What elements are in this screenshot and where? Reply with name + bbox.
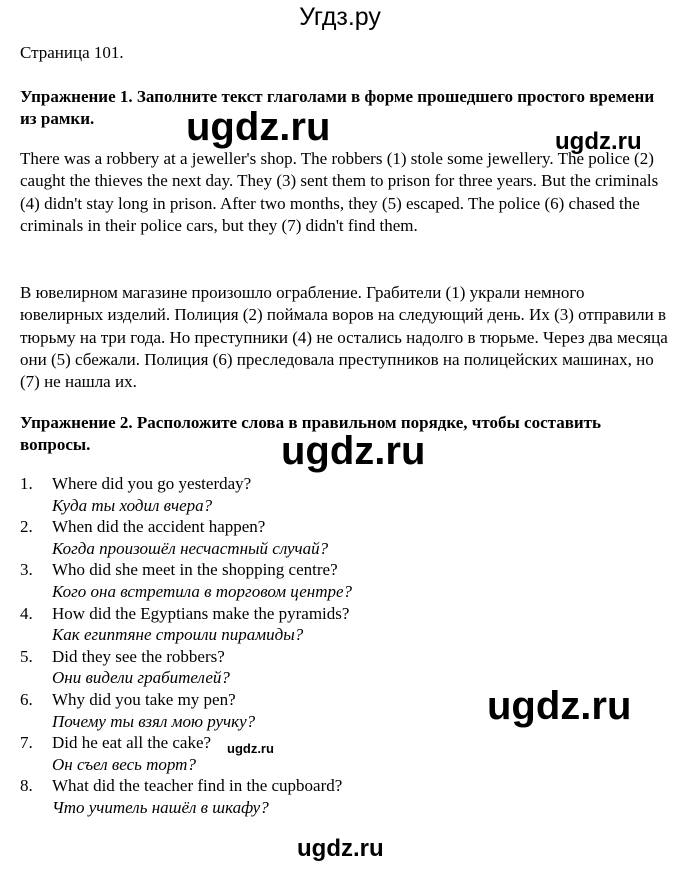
watermark: ugdz.ru — [227, 741, 274, 756]
item-english: What did the teacher find in the cupboard? — [52, 776, 343, 796]
item-number: 3. — [20, 560, 33, 580]
item-english: Why did you take my pen? — [52, 689, 236, 709]
item-russian: Кого она встретила в торговом центре? — [52, 581, 353, 601]
exercise-1-english-text: There was a robbery at a jeweller's shop. The robbers (1) stole some jewellery. The police (2) caught the thieves the next day. They (3) sent them to prison for three years. But the criminals (4) didn't stay long in prison. After two months, they (5) escaped. The police (6) chased the criminals in their police cars, but they (7) didn't find them. — [20, 149, 659, 235]
item-english: Did he eat all the cake? — [52, 733, 212, 753]
item-english: How did the Egyptians make the pyramids? — [52, 603, 350, 623]
item-russian: Почему ты взял мою ручку? — [52, 711, 256, 731]
list-item — [20, 473, 670, 516]
item-number: 4. — [20, 603, 33, 623]
list-item — [20, 775, 670, 818]
exercise-2-heading: Упражнение 2. Расположите слова в правильном порядке, чтобы составить вопросы. — [20, 413, 602, 454]
item-russian: Он съел весь торт? — [52, 754, 196, 774]
watermark: ugdz.ru — [555, 128, 642, 155]
page-label: Страница 101. — [20, 43, 124, 62]
list-item — [20, 559, 670, 602]
watermark: ugdz.ru — [281, 429, 426, 473]
item-number: 6. — [20, 689, 33, 709]
list-item — [20, 603, 670, 646]
list-item — [20, 516, 670, 559]
item-russian: Они видели грабителей? — [52, 668, 230, 688]
item-number: 1. — [20, 474, 33, 493]
item-english: Where did you go yesterday? — [52, 474, 252, 493]
item-russian: Когда произошёл несчастный случай? — [52, 538, 329, 558]
watermark: ugdz.ru — [487, 684, 632, 728]
item-english: Who did she meet in the shopping centre? — [52, 560, 338, 580]
item-number: 7. — [20, 733, 33, 753]
watermark: ugdz.ru — [186, 105, 331, 149]
item-english: When did the accident happen? — [52, 517, 266, 537]
watermark: ugdz.ru — [297, 835, 384, 862]
item-russian: Что учитель нашёл в шкафу? — [52, 797, 269, 817]
exercise-1-heading: Упражнение 1. Заполните текст глаголами в форме прошедшего простого времени из рамки. — [20, 87, 655, 128]
item-number: 2. — [20, 517, 33, 537]
item-english: Did they see the robbers? — [52, 646, 225, 666]
item-number: 5. — [20, 646, 33, 666]
site-header: Угдз.ру — [299, 3, 381, 31]
exercise-1-russian-text: В ювелирном магазине произошло ограбление. Грабители (1) украли немного ювелирных изделий. Полиция (2) поймала воров на следующий день. Их (3) отправили в тюрьму на три года. Но преступники (4) не остались надолго в тюрьме. Через два месяца они (5) сбежали. Полиция (6) преследовала преступников на полицейских машинах, но (7) не нашла их. — [20, 283, 668, 392]
list-item — [20, 732, 670, 775]
item-number: 8. — [20, 776, 33, 796]
item-russian: Как египтяне строили пирамиды? — [52, 625, 304, 645]
item-russian: Куда ты ходил вчера? — [52, 495, 213, 515]
answer-list — [20, 473, 670, 819]
